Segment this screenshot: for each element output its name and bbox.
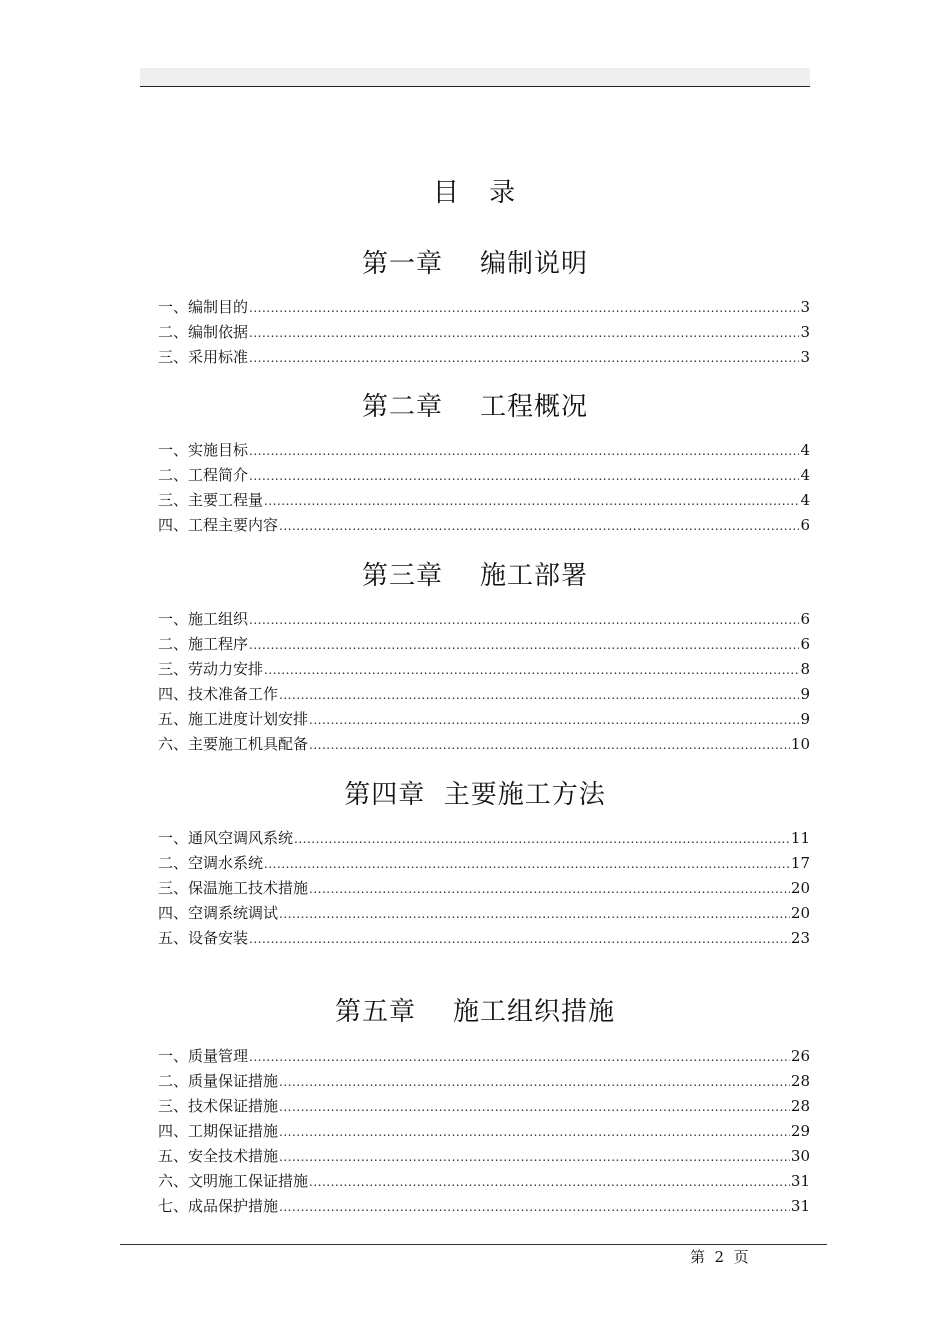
toc-entry-page: 4: [800, 441, 810, 459]
dot-leader: [264, 489, 799, 514]
toc-entry-label: 五、设备安装: [158, 929, 249, 947]
toc-entry[interactable]: [158, 345, 810, 370]
toc-entry-label: 三、采用标准: [158, 348, 249, 366]
toc-entry[interactable]: [158, 707, 810, 732]
toc-entry-label: 二、编制依据: [158, 323, 249, 341]
dot-leader: [249, 633, 799, 658]
toc-entry[interactable]: [158, 876, 810, 901]
toc-title: 目 录: [432, 178, 518, 208]
page-header-band: [140, 68, 810, 86]
dot-leader: [249, 1045, 790, 1070]
toc-entry-page: 10: [790, 735, 810, 753]
chapter-heading-5: 第五章 施工组织措施: [334, 997, 616, 1027]
dot-leader: [249, 464, 799, 489]
toc-entry-page: 23: [790, 929, 810, 947]
toc-entry[interactable]: [158, 607, 810, 632]
toc-entry-label: 四、空调系统调试: [158, 904, 279, 922]
toc-entry[interactable]: [158, 1119, 810, 1144]
toc-entry-label: 一、通风空调风系统: [158, 829, 294, 847]
toc-entry[interactable]: [158, 1169, 810, 1194]
header-rule: [140, 86, 810, 87]
toc-entry-page: 31: [790, 1197, 810, 1215]
toc-entry[interactable]: [158, 926, 810, 951]
dot-leader: [264, 852, 790, 877]
dot-leader: [249, 927, 790, 952]
toc-entry-page: 26: [790, 1047, 810, 1065]
toc-entry[interactable]: [158, 513, 810, 538]
toc-entry[interactable]: [158, 732, 810, 757]
dot-leader: [279, 1070, 790, 1095]
toc-entry-page: 30: [790, 1147, 810, 1165]
dot-leader: [249, 439, 799, 464]
toc-entry-label: 六、文明施工保证措施: [158, 1172, 309, 1190]
toc-entry-label: 一、实施目标: [158, 441, 249, 459]
toc-entry-label: 三、保温施工技术措施: [158, 879, 309, 897]
toc-entry[interactable]: [158, 632, 810, 657]
chapter-heading-1: 第一章 编制说明: [361, 249, 589, 279]
toc-entry-label: 一、施工组织: [158, 610, 249, 628]
toc-entry-label: 三、主要工程量: [158, 491, 264, 509]
toc-entry-page: 3: [800, 298, 810, 316]
toc-entry-page: 9: [800, 685, 810, 703]
footer-rule: [120, 1244, 827, 1245]
dot-leader: [279, 683, 799, 708]
chapter-heading-3: 第三章 施工部署: [361, 561, 589, 591]
dot-leader: [309, 877, 790, 902]
dot-leader: [309, 708, 799, 733]
dot-leader: [294, 827, 790, 852]
toc-entry-page: 20: [790, 879, 810, 897]
dot-leader: [279, 1145, 790, 1170]
toc-entry-label: 六、主要施工机具配备: [158, 735, 309, 753]
toc-entry-label: 二、施工程序: [158, 635, 249, 653]
toc-entry[interactable]: [158, 295, 810, 320]
dot-leader: [279, 1095, 790, 1120]
chapter-heading-2: 第二章 工程概况: [361, 392, 589, 422]
dot-leader: [249, 608, 799, 633]
dot-leader: [309, 733, 790, 758]
dot-leader: [264, 658, 799, 683]
toc-entry-page: 28: [790, 1097, 810, 1115]
toc-entry[interactable]: [158, 1094, 810, 1119]
toc-entry[interactable]: [158, 463, 810, 488]
toc-entry-label: 四、工程主要内容: [158, 516, 279, 534]
toc-entry-page: 8: [800, 660, 810, 678]
toc-entry[interactable]: [158, 320, 810, 345]
toc-entry-page: 6: [800, 635, 810, 653]
toc-entry[interactable]: [158, 488, 810, 513]
toc-entry[interactable]: [158, 826, 810, 851]
toc-entry[interactable]: [158, 438, 810, 463]
toc-entry[interactable]: [158, 1069, 810, 1094]
toc-entry-page: 6: [800, 610, 810, 628]
dot-leader: [249, 346, 799, 371]
toc-entry-label: 四、工期保证措施: [158, 1122, 279, 1140]
toc-entry[interactable]: [158, 851, 810, 876]
toc-entry-page: 3: [800, 348, 810, 366]
dot-leader: [309, 1170, 790, 1195]
chapter-heading-4: 第四章 主要施工方法: [344, 780, 606, 810]
toc-entry-label: 一、编制目的: [158, 298, 249, 316]
toc-entry-page: 11: [790, 829, 810, 847]
toc-entry-page: 31: [790, 1172, 810, 1190]
toc-entry-page: 6: [800, 516, 810, 534]
dot-leader: [279, 902, 790, 927]
toc-entry-label: 三、技术保证措施: [158, 1097, 279, 1115]
toc-entry-page: 4: [800, 491, 810, 509]
toc-entry[interactable]: [158, 1144, 810, 1169]
toc-entry[interactable]: [158, 657, 810, 682]
toc-entry-page: 20: [790, 904, 810, 922]
toc-entry-label: 三、劳动力安排: [158, 660, 264, 678]
page-number: 第 2 页: [690, 1248, 749, 1266]
toc-entry-label: 七、成品保护措施: [158, 1197, 279, 1215]
dot-leader: [279, 1195, 790, 1220]
toc-entry-page: 17: [790, 854, 810, 872]
toc-entry-page: 9: [800, 710, 810, 728]
toc-entry-label: 五、施工进度计划安排: [158, 710, 309, 728]
toc-entry-label: 二、工程简介: [158, 466, 249, 484]
dot-leader: [249, 296, 799, 321]
toc-entry[interactable]: [158, 682, 810, 707]
dot-leader: [279, 1120, 790, 1145]
toc-entry-label: 五、安全技术措施: [158, 1147, 279, 1165]
toc-entry[interactable]: [158, 1194, 810, 1219]
dot-leader: [249, 321, 799, 346]
toc-entry-label: 二、质量保证措施: [158, 1072, 279, 1090]
toc-entry-page: 28: [790, 1072, 810, 1090]
toc-entry-page: 29: [790, 1122, 810, 1140]
dot-leader: [279, 514, 799, 539]
toc-entry-label: 四、技术准备工作: [158, 685, 279, 703]
toc-entry-label: 一、质量管理: [158, 1047, 249, 1065]
toc-entry-page: 4: [800, 466, 810, 484]
toc-entry[interactable]: [158, 1044, 810, 1069]
toc-entry-label: 二、空调水系统: [158, 854, 264, 872]
toc-entry-page: 3: [800, 323, 810, 341]
toc-entry[interactable]: [158, 901, 810, 926]
